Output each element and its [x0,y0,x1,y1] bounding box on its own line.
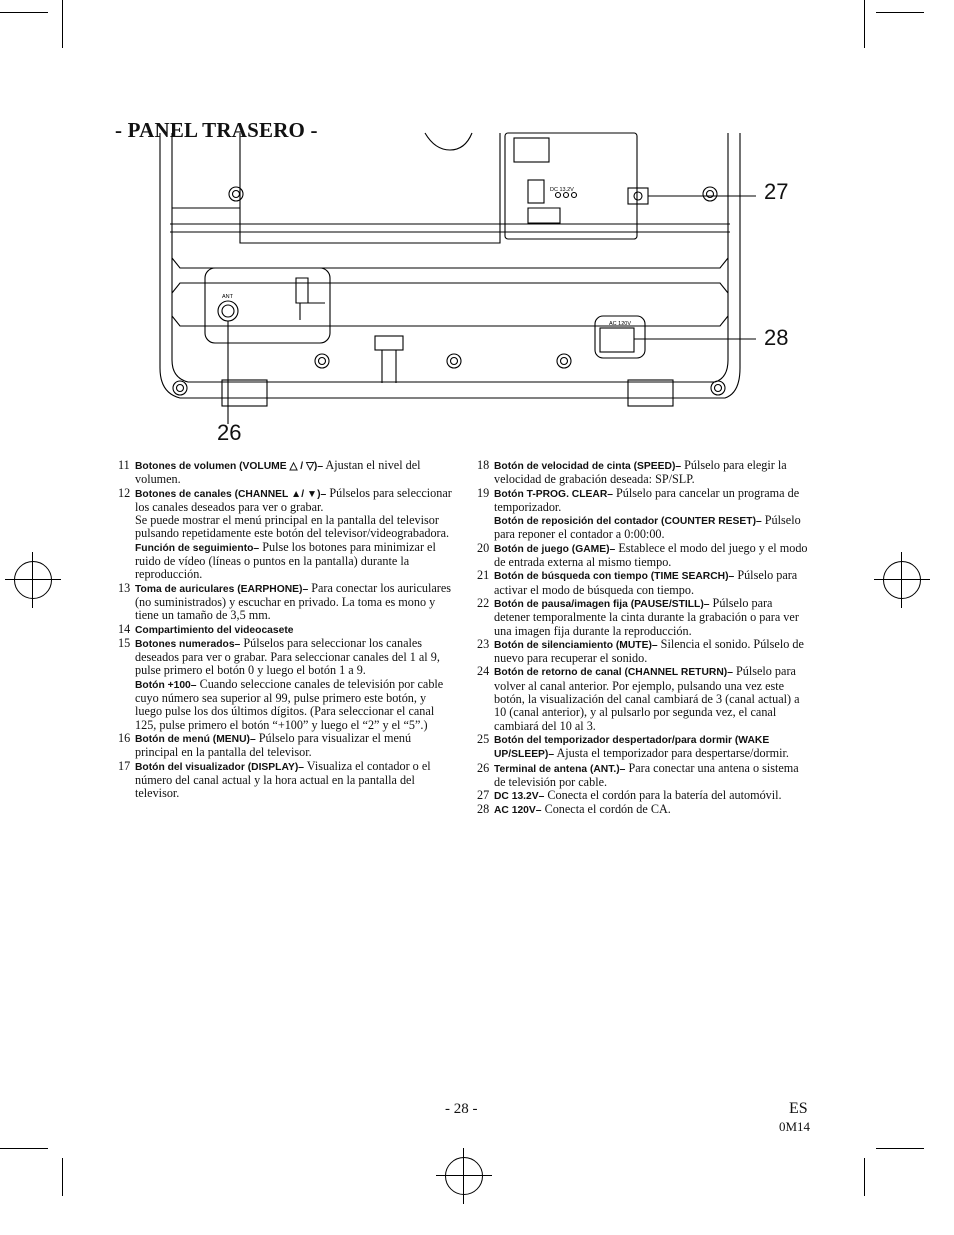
list-item: 18 Botón de velocidad de cinta (SPEED)– Púlselo para elegir la velocidad de grabación deseada: SP/SLP. [477,458,787,487]
list-item: 12 Botones de canales (CHANNEL ▲/ ▼)– Púlselos para seleccionar los canales deseados para ver o grabar. Se puede mostrar el menú principal en la pantalla del televisor pulsando repetidamente este botón del televisor/videograbadora. Función de seguimiento– Pulse los botones para minimizar el ruido de vídeo (líneas o puntos en la pantalla) durante la reproducción. [118,485,452,582]
list-item: 19 Botón T-PROG. CLEAR– Púlselo para cancelar un programa de temporizador. Botón de reposición del contador (COUNTER RESET)– Púlselo para reponer el contador a 0:00:00. [477,485,801,542]
channel-arrows-icon: ▲/ ▼ [291,488,318,500]
crop-mark [0,1148,48,1149]
page-title: - PANEL TRASERO - [115,118,318,142]
list-item: 13 Toma de auriculares (EARPHONE)– Para conectar los auriculares (no suministrados) y escuchar en privado. La toma es mono y tiene un tamaño de 3,5 mm. [118,580,451,623]
description-column-left [118,459,452,800]
crop-mark [876,1148,924,1149]
list-item: 20 Botón de juego (GAME)– Establece el modo del juego y el modo de entrada externa al mismo tiempo. [477,540,808,570]
ant-jack-label: ANT [222,294,233,300]
list-item: 14 Compartimiento del videocasete [118,621,294,636]
registration-mark [445,1157,483,1195]
list-item: 16 Botón de menú (MENU)– Púlselo para visualizar el menú principal en la pantalla del televisor. [118,730,412,760]
dc-jack-label: DC 13.2V [550,187,574,193]
list-item: 25 Botón del temporizador despertador/para dormir (WAKE UP/SLEEP)– Ajusta el temporizador para despertarse/dormir. [477,731,789,761]
list-item: 26 Terminal de antena (ANT.)– Para conectar una antena o sistema de televisión por cable. [477,760,799,789]
registration-mark [883,561,921,599]
callout-26: 26 [217,420,242,445]
crop-mark [864,0,865,48]
list-item: 17 Botón del visualizador (DISPLAY)– Visualiza el contador o el número del canal actual y la hora actual en la pantalla del televisor. [118,758,431,801]
crop-mark [876,12,924,13]
list-item: 11 Botones de volumen (VOLUME △ / ▽)– Ajustan el nivel del volumen. [118,458,421,487]
list-item: 28 AC 120V– Conecta el cordón de CA. [477,802,671,817]
list-item: 23 Botón de silenciamiento (MUTE)– Silencia el sonido. Púlselo de nuevo para recuperar el sonido. [477,636,804,666]
list-item: 22 Botón de pausa/imagen fija (PAUSE/STILL)– Púlselo para detener temporalmente la cinta durante la grabación o para ver una imagen fija durante la reproducción. [477,595,799,638]
rear-panel-diagram [150,128,790,446]
registration-mark [14,561,52,599]
page-number: - 28 - [445,1101,478,1117]
list-item: 15 Botones numerados– Púlselos para seleccionar los canales deseados para ver o grabar. Para seleccionar canales del 1 al 9, pulse primero el botón 0 y luego el botón 1 a 9. Botón +100– Cuando seleccione canales de televisión por cable cuyo número sea superior al 99, pulse primero este botón, y luego pulse los dos últimos dígitos. (Para seleccionar el canal 125, pulse primero el botón “+100” y luego el “2” y el “5”.) [118,635,444,732]
crop-mark [62,0,63,48]
description-column-right [477,459,810,818]
callout-27: 27 [764,179,789,204]
crop-mark [0,12,48,13]
language-code: ES [789,1100,808,1117]
list-item: 27 DC 13.2V– Conecta el cordón para la batería del automóvil. [477,788,782,803]
volume-arrows-icon: △ / ▽ [289,461,314,472]
crop-mark [864,1158,865,1196]
ac-jack-label: AC 120V [609,321,632,327]
callout-28: 28 [764,325,789,350]
list-item: 21 Botón de búsqueda con tiempo (TIME SEARCH)– Púlselo para activar el modo de búsqueda con tiempo. [477,568,798,597]
list-item: 24 Botón de retorno de canal (CHANNEL RETURN)– Púlselo para volver al canal anterior. Por ejemplo, pulsando una vez este botón, la visualización del canal cambiará de 3 (canal actual) a 10 (canal anterior), y al pulsarlo por segunda vez, el canal cambiará del 10 al 3. [477,664,800,733]
crop-mark [62,1158,63,1196]
document-code: 0M14 [779,1119,811,1134]
